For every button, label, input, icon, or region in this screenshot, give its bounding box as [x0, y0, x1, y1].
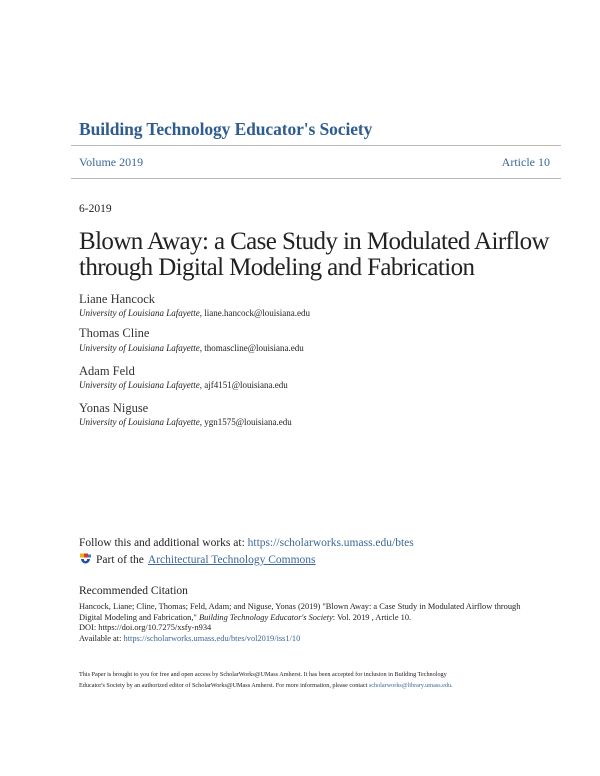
citation-line: Hancock, Liane; Cline, Thomas; Feld, Adam; and Niguse, Yonas (2019) "Blown Away: a Case Study in Modulated Airflow through: [79, 602, 521, 611]
available-url-link[interactable]: https://scholarworks.umass.edu/btes/vol2019/iss1/10: [123, 633, 301, 643]
recommended-citation-heading: Recommended Citation: [79, 585, 188, 597]
title-line: through Digital Modeling and Fabrication: [79, 254, 475, 281]
author-email: , ajf4151@louisiana.edu: [199, 380, 288, 390]
follow-label: Follow this and additional works at:: [79, 537, 248, 549]
affiliation: University of Louisiana Lafayette: [79, 417, 200, 427]
journal-title[interactable]: Building Technology Educator's Society: [79, 119, 373, 139]
citation-available: [79, 634, 539, 645]
divider: [71, 178, 561, 179]
volume-link[interactable]: Volume 2019: [79, 155, 144, 169]
journal-name: Building Technology Educator's Society: [198, 612, 333, 622]
author-affiliation: [79, 417, 292, 427]
author-affiliation: [79, 343, 304, 353]
citation-line: [79, 613, 539, 624]
divider: [71, 145, 561, 146]
title-line: Blown Away: a Case Study in Modulated Airflow: [79, 228, 549, 255]
footer-text: .: [451, 682, 453, 689]
footer-line: This Paper is brought to you for free and open access by ScholarWorks@UMass Amherst. It has been accepted for inclusion in Building Technology: [79, 671, 447, 678]
commons-link[interactable]: Architectural Technology Commons: [147, 553, 316, 566]
author-email: , thomascline@louisiana.edu: [199, 343, 304, 353]
author-name: Yonas Niguse: [79, 401, 149, 415]
author-affiliation: [79, 380, 288, 390]
publication-date: 6-2019: [79, 203, 112, 215]
author-email: , liane.hancock@louisiana.edu: [199, 308, 310, 318]
follow-url-link[interactable]: https://scholarworks.umass.edu/btes: [247, 537, 414, 549]
citation-doi: DOI: https://doi.org/10.7275/xsfy-n934: [79, 623, 212, 632]
part-of-line: [79, 553, 316, 566]
citation-text-part: : Vol. 2019 , Article 10.: [332, 612, 412, 622]
author-name: Adam Feld: [79, 364, 135, 378]
footer-line: [79, 680, 539, 691]
author-name: Thomas Cline: [79, 326, 150, 340]
footer-notice: [79, 669, 539, 691]
footer-text: Educator's Society by an authorized editor of ScholarWorks@UMass Amherst. For more information, please contact: [79, 682, 369, 689]
author-email: , ygn1575@louisiana.edu: [199, 417, 292, 427]
author-name: Liane Hancock: [79, 292, 156, 306]
affiliation: University of Louisiana Lafayette: [79, 380, 200, 390]
author-affiliation: [79, 308, 310, 318]
affiliation: University of Louisiana Lafayette: [79, 343, 200, 353]
contact-email-link[interactable]: scholarworks@library.umass.edu: [368, 682, 452, 689]
article-link[interactable]: Article 10: [501, 155, 550, 169]
affiliation: University of Louisiana Lafayette: [79, 308, 200, 318]
bepress-commons-icon: [79, 553, 92, 566]
part-of-label: Part of the: [96, 553, 144, 566]
follow-line: [79, 537, 414, 549]
citation-text: [79, 602, 539, 644]
available-label: Available at:: [79, 633, 124, 643]
citation-text-part: Digital Modeling and Fabrication,": [79, 612, 199, 622]
paper-title: [79, 229, 559, 281]
